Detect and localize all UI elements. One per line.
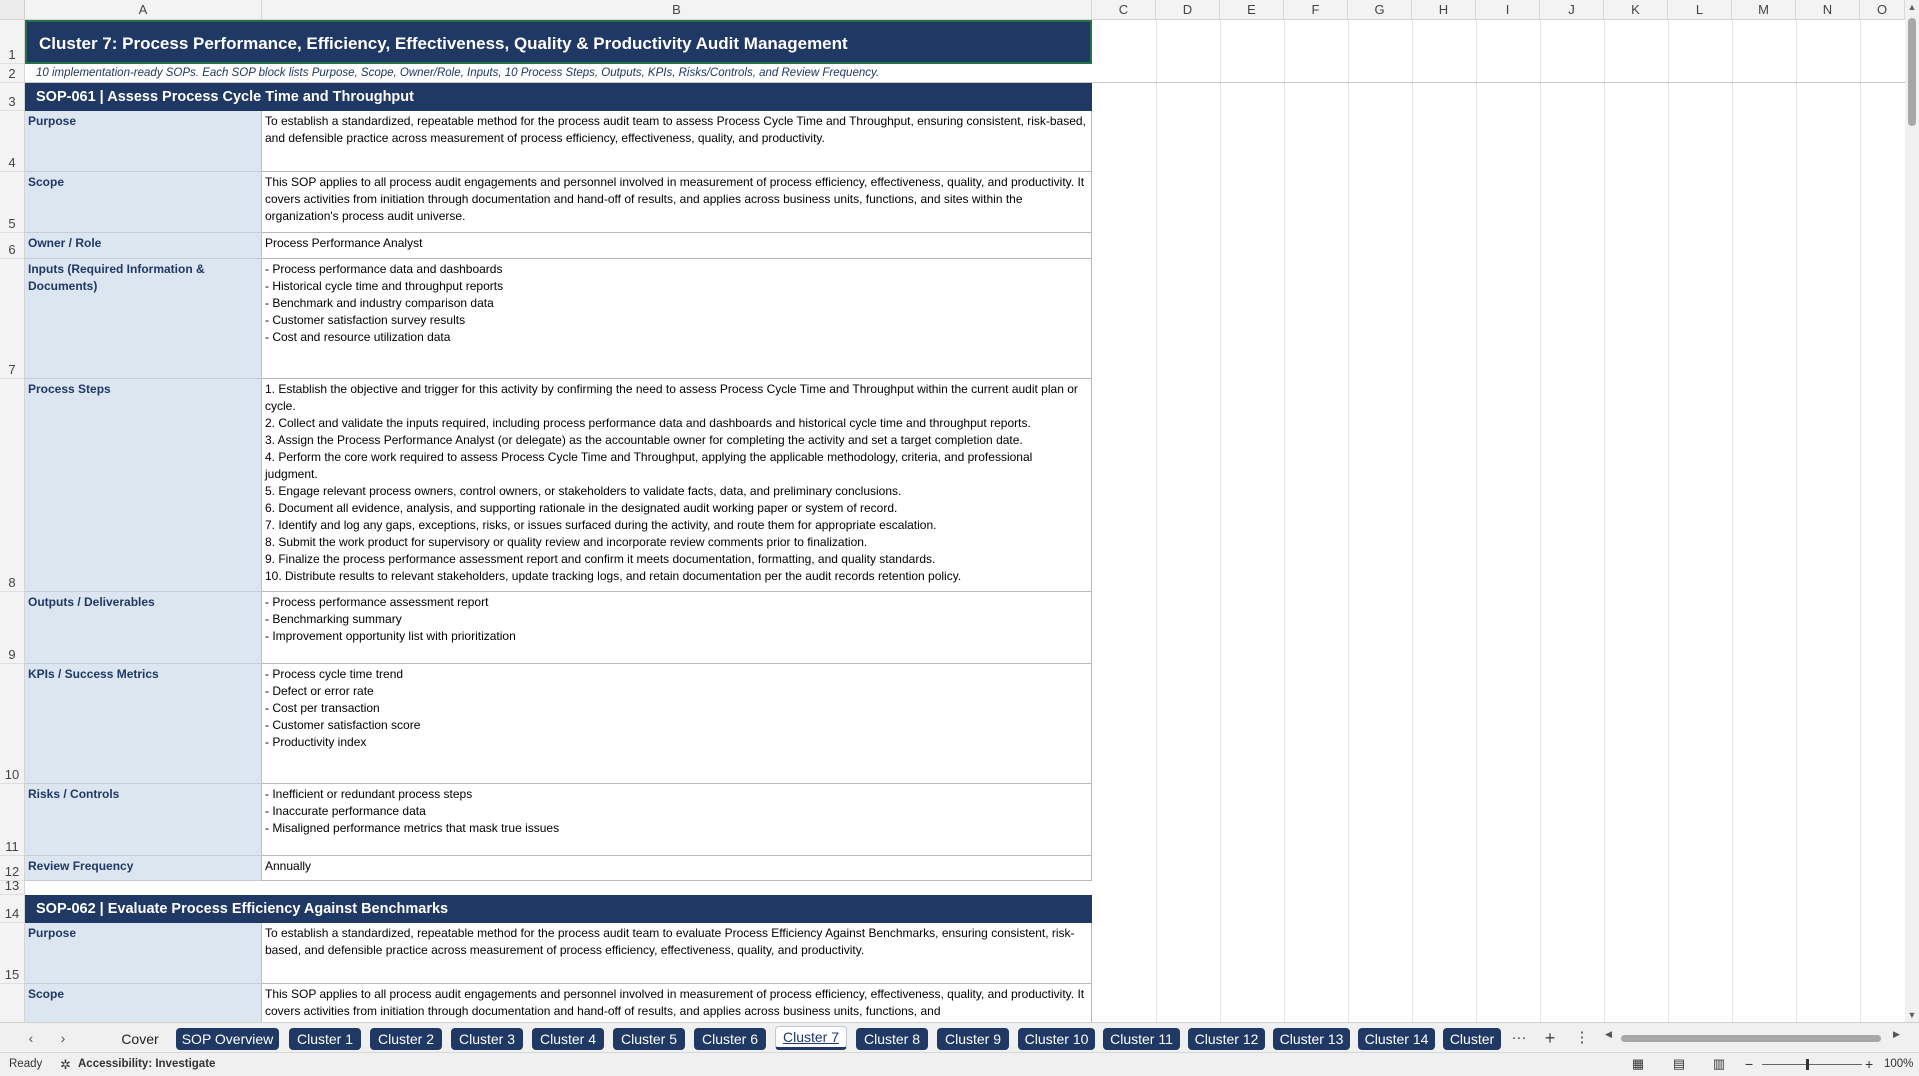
- scroll-up-icon[interactable]: ▲: [1907, 2, 1917, 12]
- sheet-subtitle-cell[interactable]: 10 implementation-ready SOPs. Each SOP block lists Purpose, Scope, Owner/Role, Inputs, 10 Process Steps, Outputs, KPIs, Risks/Controls, and Review Frequency.: [25, 64, 1905, 83]
- tab-cluster-15[interactable]: Cluster: [1443, 1028, 1501, 1050]
- sop-header[interactable]: SOP-061 | Assess Process Cycle Time and Throughput: [25, 83, 1092, 111]
- accessibility-status[interactable]: Accessibility: Investigate: [78, 1058, 216, 1070]
- select-all-corner[interactable]: [0, 0, 25, 19]
- horizontal-scroll-thumb[interactable]: [1621, 1035, 1881, 1042]
- column-header-n[interactable]: N: [1796, 0, 1860, 19]
- gridline: [1412, 20, 1413, 1022]
- scope-label[interactable]: Scope: [25, 984, 262, 1045]
- column-header-f[interactable]: F: [1284, 0, 1348, 19]
- column-header-l[interactable]: L: [1668, 0, 1732, 19]
- worksheet-grid[interactable]: [25, 20, 1905, 1022]
- tab-options-icon[interactable]: ⋮: [1574, 1029, 1590, 1046]
- row-header[interactable]: 11: [0, 784, 24, 856]
- row-header[interactable]: 4: [0, 111, 24, 172]
- purpose-label[interactable]: Purpose: [25, 923, 262, 984]
- purpose-label[interactable]: Purpose: [25, 111, 262, 172]
- tab-cluster-3[interactable]: Cluster 3: [451, 1028, 523, 1050]
- kpis-value[interactable]: - Process cycle time trend - Defect or error rate - Cost per transaction - Customer satisfaction score - Productivity index: [262, 664, 1092, 784]
- tab-cover[interactable]: Cover: [121, 1031, 159, 1047]
- page-break-view-icon[interactable]: ▥: [1712, 1056, 1726, 1071]
- row-header-bar: [0, 20, 25, 1022]
- sheet-tab-bar: [0, 1022, 1919, 1053]
- zoom-out-icon[interactable]: −: [1745, 1056, 1754, 1072]
- gridline: [1668, 20, 1669, 1022]
- vertical-scroll-thumb[interactable]: [1908, 18, 1916, 126]
- tab-cluster-2[interactable]: Cluster 2: [370, 1028, 442, 1050]
- outputs-value[interactable]: - Process performance assessment report - Benchmarking summary - Improvement opportunity list with prioritization: [262, 592, 1092, 664]
- gridline: [1732, 20, 1733, 1022]
- scope-value[interactable]: This SOP applies to all process audit engagements and personnel involved in measurement of process efficiency, effectiveness, quality, and productivity. It covers activities from initiation through documentation and hand-off of results, and applies across business units, functions, and sites within the organization's process audit universe.: [262, 172, 1092, 233]
- column-header-k[interactable]: K: [1604, 0, 1668, 19]
- column-header-b[interactable]: B: [262, 0, 1092, 19]
- row-header[interactable]: 1: [0, 20, 24, 64]
- row-header[interactable]: 3: [0, 83, 24, 111]
- horizontal-scrollbar[interactable]: [1605, 1029, 1900, 1043]
- vertical-scrollbar[interactable]: [1905, 0, 1919, 1022]
- gridline: [1284, 20, 1285, 1022]
- tab-cluster-11[interactable]: Cluster 11: [1103, 1028, 1180, 1050]
- scope-label[interactable]: Scope: [25, 172, 262, 233]
- tab-cluster-12[interactable]: Cluster 12: [1188, 1028, 1265, 1050]
- row-header[interactable]: 9: [0, 592, 24, 664]
- outputs-label[interactable]: Outputs / Deliverables: [25, 592, 262, 664]
- tab-cluster-5[interactable]: Cluster 5: [613, 1028, 685, 1050]
- accessibility-icon[interactable]: ✲: [60, 1057, 71, 1072]
- row-header[interactable]: 12: [0, 856, 24, 881]
- review-frequency-value[interactable]: Annually: [262, 856, 1092, 881]
- scroll-right-icon[interactable]: ▶: [1893, 1029, 1900, 1039]
- column-header-bar: [0, 0, 1919, 20]
- row-header[interactable]: 6: [0, 233, 24, 259]
- kpis-label[interactable]: KPIs / Success Metrics: [25, 664, 262, 784]
- purpose-value[interactable]: To establish a standardized, repeatable method for the process audit team to assess Process Cycle Time and Throughput, ensuring consistent, risk-based, and defensible practice across measurement of process efficiency, effectiveness, quality, and productivity.: [262, 111, 1092, 172]
- tab-cluster-4[interactable]: Cluster 4: [532, 1028, 604, 1050]
- review-frequency-label[interactable]: Review Frequency: [25, 856, 262, 881]
- scroll-down-icon[interactable]: ▼: [1907, 1010, 1917, 1020]
- scope-value[interactable]: This SOP applies to all process audit engagements and personnel involved in measurement of process efficiency, effectiveness, quality, and productivity. It covers activities from initiation through documentation and hand-off of results, and applies across business units, functions, and: [262, 984, 1092, 1045]
- more-sheets-icon[interactable]: ···: [1511, 1029, 1527, 1046]
- tab-sop-overview[interactable]: SOP Overview: [176, 1028, 279, 1050]
- status-ready: Ready: [9, 1058, 43, 1070]
- tab-cluster-9[interactable]: Cluster 9: [937, 1028, 1009, 1050]
- zoom-in-icon[interactable]: +: [1865, 1056, 1874, 1072]
- tab-cluster-13[interactable]: Cluster 13: [1273, 1028, 1350, 1050]
- add-sheet-icon[interactable]: +: [1544, 1028, 1556, 1048]
- risks-value[interactable]: - Inefficient or redundant process steps - Inaccurate performance data - Misaligned performance metrics that mask true issues: [262, 784, 1092, 856]
- column-header-i[interactable]: I: [1476, 0, 1540, 19]
- inputs-value[interactable]: - Process performance data and dashboards - Historical cycle time and throughput reports - Benchmark and industry comparison data - Customer satisfaction survey results - Cost and resource utilization data: [262, 259, 1092, 379]
- sheet-title-cell[interactable]: Cluster 7: Process Performance, Efficiency, Effectiveness, Quality & Productivity Audit Management: [25, 20, 1092, 64]
- sop-header[interactable]: SOP-062 | Evaluate Process Efficiency Against Benchmarks: [25, 895, 1092, 923]
- row-header[interactable]: 14: [0, 895, 24, 923]
- status-bar: [0, 1052, 1919, 1076]
- tab-cluster-6[interactable]: Cluster 6: [694, 1028, 766, 1050]
- row-header[interactable]: 10: [0, 664, 24, 784]
- gridline: [1156, 20, 1157, 1022]
- row-header[interactable]: 13: [0, 881, 24, 895]
- gridline: [1476, 20, 1477, 1022]
- owner-label[interactable]: Owner / Role: [25, 233, 262, 259]
- row-header[interactable]: 2: [0, 64, 24, 83]
- column-header-c[interactable]: C: [1092, 0, 1156, 19]
- zoom-slider-knob[interactable]: [1806, 1059, 1809, 1070]
- row-header[interactable]: 5: [0, 172, 24, 233]
- column-header-g[interactable]: G: [1348, 0, 1412, 19]
- tab-cluster-10[interactable]: Cluster 10: [1018, 1028, 1095, 1050]
- purpose-value[interactable]: To establish a standardized, repeatable method for the process audit team to evaluate Process Efficiency Against Benchmarks, ensuring consistent, risk-based, and defensible practice across measurement of process efficiency, effectiveness, quality, and productivity.: [262, 923, 1092, 984]
- gridline: [1540, 20, 1541, 1022]
- column-header-e[interactable]: E: [1220, 0, 1284, 19]
- process-steps-value[interactable]: 1. Establish the objective and trigger for this activity by confirming the need to assess Process Cycle Time and Throughput within the current audit plan or cycle. 2. Collect and validate the inputs required, including process performance data and dashboards and historical cycle time and throughput reports. 3. Assign the Process Performance Analyst (or delegate) as the accountable owner for completing the activity and set a target completion date. 4. Perform the core work required to assess Process Cycle Time and Throughput, applying the applicable methodology, criteria, and professional judgment. 5. Engage relevant process owners, control owners, or stakeholders to validate facts, data, and preliminary conclusions. 6. Document all evidence, analysis, and supporting rationale in the designated audit working paper or system of record. 7. Identify and log any gaps, exceptions, risks, or issues surfaced during the activity, and route them for appropriate escalation. 8. Submit the work product for supervisory or quality review and incorporate review comments prior to finalization. 9. Finalize the process performance assessment report and confirm it meets documentation, formatting, and quality standards. 10. Distribute results to relevant stakeholders, update tracking logs, and retain documentation per the audit records retention policy.: [262, 379, 1092, 592]
- column-header-j[interactable]: J: [1540, 0, 1604, 19]
- row-header[interactable]: 8: [0, 379, 24, 592]
- tab-cluster-14[interactable]: Cluster 14: [1358, 1028, 1435, 1050]
- tab-cluster-8[interactable]: Cluster 8: [856, 1028, 928, 1050]
- page-layout-view-icon[interactable]: ▤: [1672, 1056, 1686, 1071]
- tab-cluster-7[interactable]: Cluster 7: [775, 1026, 847, 1050]
- normal-view-icon[interactable]: ▦: [1631, 1056, 1645, 1071]
- column-header-a[interactable]: A: [25, 0, 262, 19]
- gridline: [1348, 20, 1349, 1022]
- inputs-label[interactable]: Inputs (Required Information & Documents): [25, 259, 262, 379]
- next-sheet-icon[interactable]: ›: [60, 1030, 66, 1046]
- zoom-slider[interactable]: [1762, 1064, 1862, 1065]
- tab-cluster-1[interactable]: Cluster 1: [289, 1028, 361, 1050]
- scroll-left-icon[interactable]: ◀: [1605, 1029, 1612, 1039]
- row-header[interactable]: 15: [0, 923, 24, 984]
- zoom-level[interactable]: 100%: [1884, 1058, 1914, 1070]
- gridline: [1604, 20, 1605, 1022]
- gridline: [1220, 20, 1221, 1022]
- owner-value[interactable]: Process Performance Analyst: [262, 233, 1092, 259]
- gridline: [1860, 20, 1861, 1022]
- column-header-d[interactable]: D: [1156, 0, 1220, 19]
- process-steps-label[interactable]: Process Steps: [25, 379, 262, 592]
- row-header[interactable]: 7: [0, 259, 24, 379]
- column-header-o[interactable]: O: [1860, 0, 1905, 19]
- column-header-h[interactable]: H: [1412, 0, 1476, 19]
- risks-label[interactable]: Risks / Controls: [25, 784, 262, 856]
- column-header-m[interactable]: M: [1732, 0, 1796, 19]
- gridline: [1796, 20, 1797, 1022]
- prev-sheet-icon[interactable]: ‹: [28, 1030, 34, 1046]
